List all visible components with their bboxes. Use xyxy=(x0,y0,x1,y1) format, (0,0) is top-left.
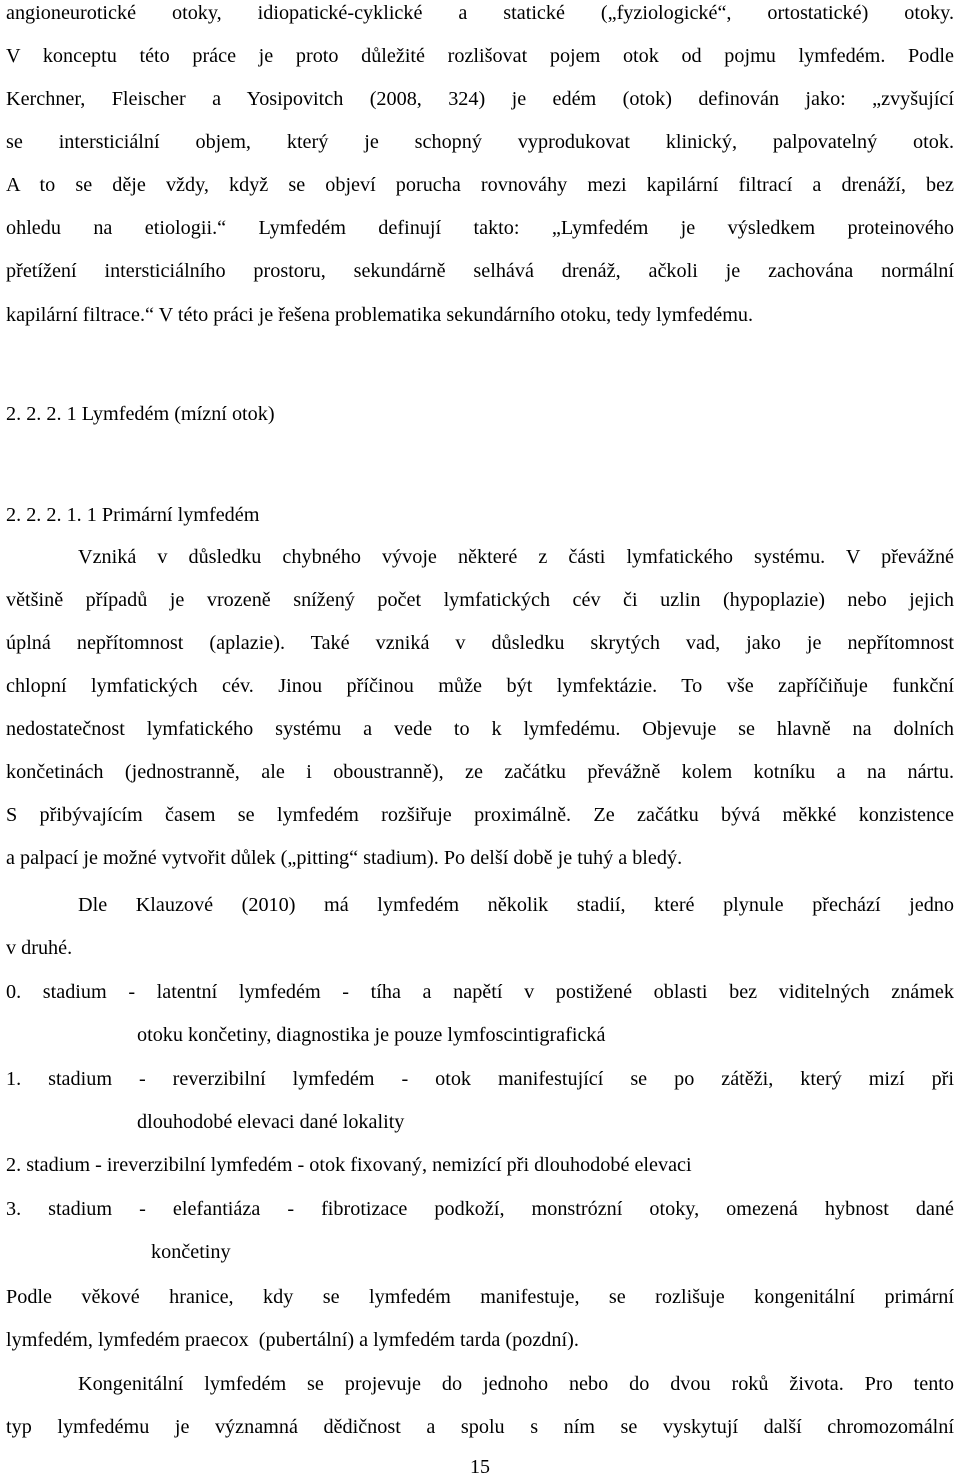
text-line: úplná nepřítomnost (aplazie). Také vzniká v důsledku skrytých vad, jako je nepřítomnost xyxy=(6,632,954,654)
text-line: končetinách (jednostranně, ale i oboustranně), ze začátku převážně kolem kotníku a na nártu. xyxy=(6,761,954,783)
text-line: Kerchner, Fleischer a Yosipovitch (2008, 324) je edém (otok) definován jako: „zvyšující xyxy=(6,88,954,110)
text-line: angioneurotické otoky, idiopatické-cyklické a statické („fyziologické“, ortostatické) otoky. xyxy=(6,2,954,24)
subsection-heading: 2. 2. 2. 1. 1 Primární lymfedém xyxy=(6,504,260,526)
stage-item-1-continuation: dlouhodobé elevaci dané lokality xyxy=(137,1111,405,1133)
text-line: lymfedém, lymfedém praecox (pubertální) a lymfedém tarda (pozdní). xyxy=(6,1329,579,1351)
text-line: přetížení intersticiálního prostoru, sekundárně selhává drenáž, ačkoli je zachována normální xyxy=(6,260,954,282)
text-line: A to se děje vždy, když se objeví porucha rovnováhy mezi kapilární filtrací a drenáží, bez xyxy=(6,174,954,196)
text-line: V konceptu této práce je proto důležité rozlišovat pojem otok od pojmu lymfedém. Podle xyxy=(6,45,954,67)
text-line: většině případů je vrozeně snížený počet lymfatických cév či uzlin (hypoplazie) nebo jejich xyxy=(6,589,954,611)
stage-item-1: 1. stadium - reverzibilní lymfedém - otok manifestující se po zátěži, který mizí při xyxy=(6,1068,954,1090)
text-line: se intersticiální objem, který je schopný vyprodukovat klinický, palpovatelný otok. xyxy=(6,131,954,153)
text-line: typ lymfedému je významná dědičnost a spolu s ním se vyskytují další chromozomální xyxy=(6,1416,954,1438)
stage-item-3: 3. stadium - elefantiáza - fibrotizace podkoží, monstrózní otoky, omezená hybnost dané xyxy=(6,1198,954,1220)
text-line: nedostatečnost lymfatického systému a vede to k lymfedému. Objevuje se hlavně na dolních xyxy=(6,718,954,740)
text-line: kapilární filtrace.“ V této práci je řešena problematika sekundárního otoku, tedy lymfedému. xyxy=(6,304,754,326)
text-line: Dle Klauzové (2010) má lymfedém několik stadií, které plynule přechází jedno xyxy=(78,894,954,916)
stage-item-0-continuation: otoku končetiny, diagnostika je pouze lymfoscintigrafická xyxy=(137,1024,606,1046)
text-line: Podle věkové hranice, kdy se lymfedém manifestuje, se rozlišuje kongenitální primární xyxy=(6,1286,954,1308)
stage-item-2: 2. stadium - ireverzibilní lymfedém - otok fixovaný, nemizící při dlouhodobé elevaci xyxy=(6,1154,692,1176)
section-heading: 2. 2. 2. 1 Lymfedém (mízní otok) xyxy=(6,403,275,425)
text-line: Vzniká v důsledku chybného vývoje některé z části lymfatického systému. V převážné xyxy=(78,546,954,568)
text-line: a palpací je možné vytvořit důlek („pitting“ stadium). Po delší době je tuhý a bledý. xyxy=(6,847,683,869)
text-line: chlopní lymfatických cév. Jinou příčinou může být lymfektázie. To vše zapříčiňuje funkční xyxy=(6,675,954,697)
page-number: 15 xyxy=(470,1456,490,1478)
text-line: ohledu na etiologii.“ Lymfedém definují takto: „Lymfedém je výsledkem proteinového xyxy=(6,217,954,239)
text-line: v druhé. xyxy=(6,937,73,959)
stage-item-3-continuation: končetiny xyxy=(151,1241,231,1263)
stage-item-0: 0. stadium - latentní lymfedém - tíha a napětí v postižené oblasti bez viditelných známek xyxy=(6,981,954,1003)
text-line: Kongenitální lymfedém se projevuje do jednoho nebo do dvou roků života. Pro tento xyxy=(78,1373,954,1395)
text-line: S přibývajícím časem se lymfedém rozšiřuje proximálně. Ze začátku bývá měkké konzistence xyxy=(6,804,954,826)
